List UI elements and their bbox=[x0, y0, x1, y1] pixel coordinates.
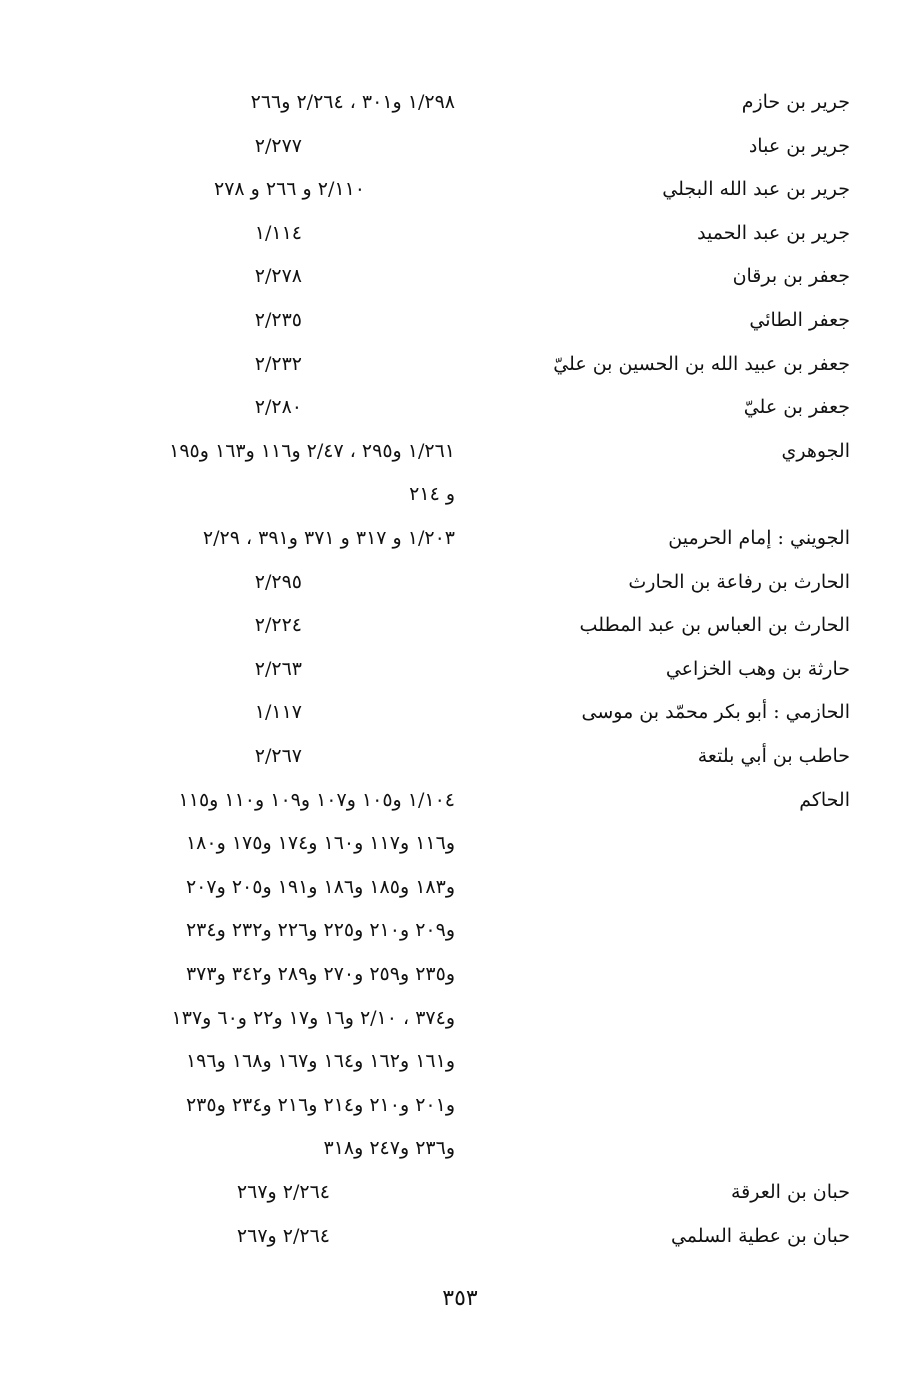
entry-references: و٢٠٩ و٢١٠ و٢٢٥ و٢٢٦ و٢٣٢ و٢٣٤ bbox=[185, 919, 455, 942]
entry-references: ٢/٢٣٢ bbox=[254, 352, 302, 375]
index-entry-continuation bbox=[0, 910, 920, 950]
entry-name: جعفر الطائي bbox=[749, 309, 850, 331]
index-entry bbox=[0, 126, 920, 166]
entry-name: حبان بن العرقة bbox=[730, 1181, 850, 1203]
entry-name: جعفر بن عبيد الله بن الحسين بن عليّ bbox=[553, 352, 850, 375]
index-entry bbox=[0, 387, 920, 427]
entry-name: حاطب بن أبي بلتعة bbox=[697, 745, 850, 767]
entry-name: جرير بن عبد الله البجلي bbox=[662, 178, 850, 201]
index-entry bbox=[0, 518, 920, 558]
entry-references: ١/٢٦١ و٢٩٥ ، ٢/٤٧ و١١٦ و١٦٣ و١٩٥ bbox=[169, 439, 455, 462]
entry-references: ١/١٠٤ و١٠٥ و١٠٧ و١٠٩ و١١٠ و١١٥ bbox=[178, 788, 455, 811]
index-entry-continuation bbox=[0, 474, 920, 514]
entry-name: الحاكم bbox=[799, 788, 850, 811]
entry-references: ٢/٢٦٧ bbox=[254, 745, 302, 767]
entry-name: حبان بن عطية السلمي bbox=[670, 1224, 850, 1247]
entry-name: حارثة بن وهب الخزاعي bbox=[665, 657, 850, 680]
entry-references: و١١٦ و١١٧ و١٦٠ و١٧٤ و١٧٥ و١٨٠ bbox=[185, 832, 455, 855]
entry-references: ٢/٢٨٠ bbox=[254, 396, 302, 419]
entry-references: ٢/٢٦٤ و٢٦٧ bbox=[236, 1224, 330, 1247]
entry-references: ٢/٢٦٣ bbox=[254, 657, 302, 680]
entry-references: ١/١١٤ bbox=[254, 221, 302, 244]
entry-references: و١٨٣ و١٨٥ و١٨٦ و١٩١ و٢٠٥ و٢٠٧ bbox=[185, 875, 455, 898]
entry-references: ٢/٢٩٥ bbox=[254, 570, 302, 593]
entry-references: و٢٣٥ و٢٥٩ و٢٧٠ و٢٨٩ و٣٤٢ و٣٧٣ bbox=[185, 963, 455, 985]
index-entry bbox=[0, 300, 920, 340]
index-entry bbox=[0, 344, 920, 384]
entry-references: و٢٣٦ و٢٤٧ و٣١٨ bbox=[323, 1137, 455, 1160]
index-entry bbox=[0, 213, 920, 253]
entry-name: جعفر بن برقان bbox=[732, 265, 850, 288]
index-entry bbox=[0, 780, 920, 820]
page-number: ٣٥٣ bbox=[442, 1286, 478, 1311]
entry-name: جعفر بن عليّ bbox=[743, 396, 850, 419]
index-entry bbox=[0, 736, 920, 776]
entry-references: ٢/٢٢٤ bbox=[254, 614, 302, 637]
entry-references: و ٢١٤ bbox=[409, 483, 455, 506]
index-entry-continuation bbox=[0, 954, 920, 994]
entry-references: ٢/٢٦٤ و٢٦٧ bbox=[236, 1181, 330, 1203]
index-entry bbox=[0, 562, 920, 602]
entry-references: ٢/١١٠ و ٢٦٦ و ٢٧٨ bbox=[213, 178, 365, 201]
entry-name: الحارث بن العباس بن عبد المطلب bbox=[579, 614, 850, 637]
entry-references: ١/٢٩٨ و٣٠١ ، ٢/٢٦٤ و٢٦٦ bbox=[250, 91, 455, 113]
entry-name: جرير بن عباد bbox=[748, 134, 850, 157]
index-entry-continuation bbox=[0, 1085, 920, 1125]
index-entry bbox=[0, 169, 920, 209]
index-entry-continuation bbox=[0, 1128, 920, 1168]
index-entry-continuation bbox=[0, 867, 920, 907]
index-entry bbox=[0, 256, 920, 296]
index-entry bbox=[0, 649, 920, 689]
entry-references: ١/٢٠٣ و ٣١٧ و ٣٧١ و٣٩١ ، ٢/٢٩ bbox=[202, 527, 455, 549]
entry-name: جرير بن حازم bbox=[741, 91, 850, 113]
index-entry-continuation bbox=[0, 1041, 920, 1081]
entry-references: و١٦١ و١٦٢ و١٦٤ و١٦٧ و١٦٨ و١٩٦ bbox=[185, 1050, 455, 1073]
index-entry bbox=[0, 431, 920, 471]
index-entry-continuation bbox=[0, 998, 920, 1038]
index-entry bbox=[0, 605, 920, 645]
entry-references: ١/١١٧ bbox=[254, 701, 302, 724]
index-entry bbox=[0, 1216, 920, 1256]
index-entry bbox=[0, 692, 920, 732]
entry-references: ٢/٢٧٧ bbox=[254, 134, 302, 157]
entry-name: الجوهري bbox=[781, 439, 850, 462]
entry-references: ٢/٢٧٨ bbox=[254, 265, 302, 288]
entry-references: و٣٧٤ ، ٢/١٠ و١٦ و١٧ و٢٢ و٦٠ و١٣٧ bbox=[171, 1006, 455, 1029]
entry-references: ٢/٢٣٥ bbox=[254, 309, 302, 331]
index-entry-continuation bbox=[0, 823, 920, 863]
entry-name: الحازمي : أبو بكر محمّد بن موسى bbox=[581, 701, 850, 724]
entry-name: الجويني : إمام الحرمين bbox=[668, 527, 850, 549]
entry-name: جرير بن عبد الحميد bbox=[697, 221, 850, 244]
entry-references: و٢٠١ و٢١٠ و٢١٤ و٢١٦ و٢٣٤ و٢٣٥ bbox=[185, 1093, 455, 1116]
index-entry bbox=[0, 1172, 920, 1212]
entry-name: الحارث بن رفاعة بن الحارث bbox=[628, 570, 850, 593]
index-entry bbox=[0, 82, 920, 122]
